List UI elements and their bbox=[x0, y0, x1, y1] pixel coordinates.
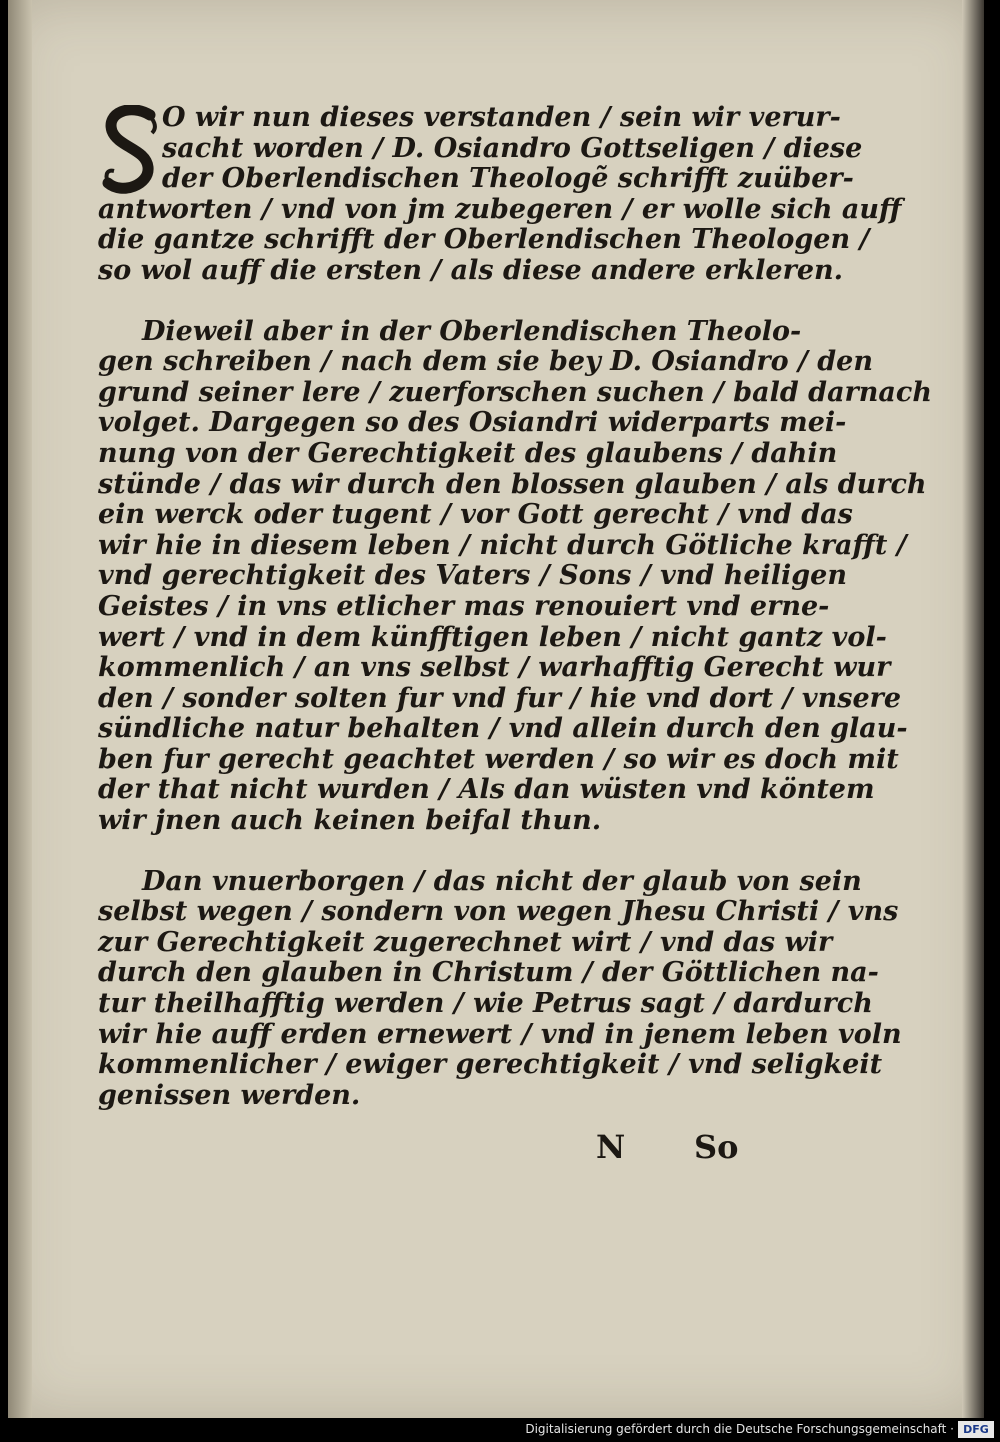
paragraph-2 bbox=[98, 315, 932, 837]
text-line: sündliche natur behalten / vnd allein durch den glau- bbox=[98, 713, 908, 745]
text-line: ein werck oder tugent / vor Gott gerecht / vnd das bbox=[98, 499, 853, 531]
text-line: kommenlich / an vns selbst / warhafftig Gerecht wur bbox=[98, 652, 891, 684]
text-line: gen schreiben / nach dem sie bey D. Osiandro / den bbox=[98, 346, 873, 378]
text-line: vnd gerechtigkeit des Vaters / Sons / vnd heiligen bbox=[98, 560, 847, 592]
text-line: durch den glauben in Christum / der Göttlichen na- bbox=[98, 957, 879, 989]
text-line: O wir nun dieses verstanden / sein wir verur- bbox=[162, 102, 841, 133]
text-line: der that nicht wurden / Als dan wüsten vnd köntem bbox=[98, 774, 875, 806]
page-gutter-shadow bbox=[8, 0, 32, 1418]
text-line: so wol auff die ersten / als diese andere erkleren. bbox=[98, 254, 844, 286]
page-edge-shadow bbox=[962, 0, 984, 1418]
text-line: Dieweil aber in der Oberlendischen Theolo- bbox=[142, 315, 802, 347]
drop-cap-s-ornament bbox=[100, 105, 162, 197]
text-line: wir hie auff erden ernewert / vnd in jenem leben voln bbox=[98, 1018, 902, 1050]
text-line: die gantze schrifft der Oberlendischen Theologen / bbox=[98, 224, 870, 256]
text-line: nung von der Gerechtigkeit des glaubens / dahin bbox=[98, 437, 838, 469]
paragraph-3 bbox=[98, 865, 902, 1112]
text-line: tur theilhafftig werden / wie Petrus sagt / dardurch bbox=[98, 988, 873, 1020]
paragraph-gap bbox=[98, 837, 758, 867]
text-line: sacht worden / D. Osiandro Gottseligen / diese bbox=[162, 132, 863, 164]
text-line: wir hie in diesem leben / nicht durch Götliche krafft / bbox=[98, 529, 907, 561]
text-line: kommenlicher / ewiger gerechtigkeit / vnd seligkeit bbox=[98, 1049, 883, 1081]
text-line: selbst wegen / sondern von wegen Jhesu Christi / vns bbox=[98, 896, 899, 928]
text-line: Dan vnuerborgen / das nicht der glaub von sein bbox=[142, 865, 862, 897]
footer-credit: Digitalisierung gefördert durch die Deutsche Forschungsgemeinschaft · bbox=[525, 1422, 954, 1436]
text-line: genissen werden. bbox=[98, 1079, 361, 1111]
text-line: Geistes / in vns etlicher mas renouiert vnd erne- bbox=[98, 590, 830, 622]
signature-mark: N bbox=[596, 1128, 626, 1166]
text-line: den / sonder solten fur vnd fur / hie vnd dort / vnsere bbox=[98, 682, 902, 714]
paragraph-1 bbox=[98, 102, 902, 287]
text-line: der Oberlendischen Theologẽ schrifft zuüber- bbox=[162, 163, 854, 195]
book-page bbox=[8, 0, 984, 1418]
paragraph-gap bbox=[98, 287, 758, 317]
footer-bar bbox=[0, 1418, 1000, 1442]
text-line: wir jnen auch keinen beifal thun. bbox=[98, 805, 602, 837]
text-line: ben fur gerecht geachtet werden / so wir es doch mit bbox=[98, 743, 899, 775]
text-line: grund seiner lere / zuerforschen suchen / bald darnach bbox=[98, 376, 932, 408]
catchword: So bbox=[694, 1128, 739, 1166]
dfg-logo: DFG bbox=[958, 1421, 994, 1438]
text-line: volget. Dargegen so des Osiandri widerparts mei- bbox=[98, 407, 847, 439]
text-block bbox=[98, 102, 932, 1111]
text-line: wert / vnd in dem künfftigen leben / nicht gantz vol- bbox=[98, 621, 887, 653]
text-line: antworten / vnd von jm zubegeren / er wolle sich auff bbox=[98, 193, 902, 225]
text-line: stünde / das wir durch den blossen glauben / als durch bbox=[98, 468, 927, 500]
text-line: zur Gerechtigkeit zugerechnet wirt / vnd das wir bbox=[98, 926, 833, 958]
